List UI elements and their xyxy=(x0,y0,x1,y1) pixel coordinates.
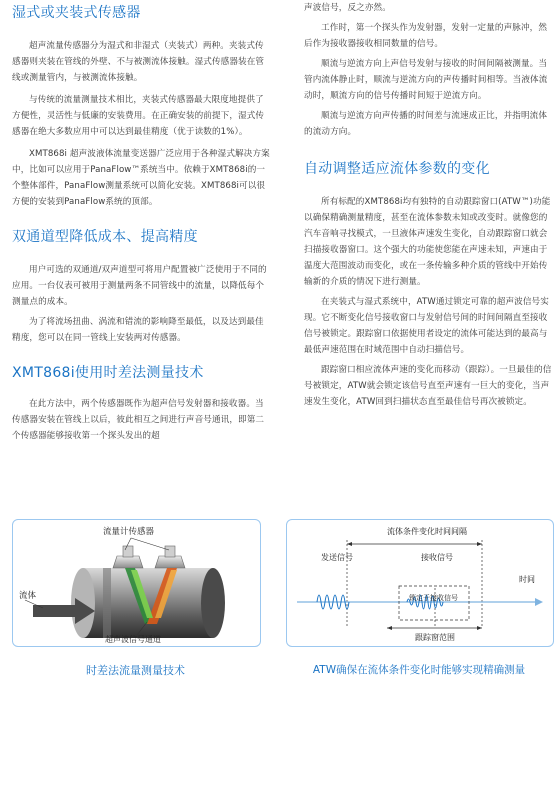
section-title-transit-time: XMT868i使用时差法测量技术 xyxy=(12,365,204,381)
time-label: 时间 xyxy=(519,575,535,584)
section-title-transducers: 湿式或夹装式传感器 xyxy=(12,5,141,21)
section-title-auto-adjust: 自动调整适应流体参数的变化 xyxy=(304,161,490,177)
receive-label: 接收信号 xyxy=(421,553,453,562)
paragraph: XMT868i 超声波液体流量变送器广泛应用于各种湿式解决方案中，比如可以应用于PanaFlow™系统当中。依赖于XMT868i的一个整体部件，PanaFlow测量系统可以简化安装。XMT868i可以很方便的安装到PanaFlow系统的顶部。 xyxy=(12,149,270,207)
paragraph: 声波信号，反之亦然。 xyxy=(304,3,391,13)
locked-label: 锁定于接收信号 xyxy=(409,594,458,602)
left-column xyxy=(12,0,270,444)
figure-caption-atw: ATW确保在流体条件变化时能够实现精确测量 xyxy=(312,664,526,676)
paragraph: 与传统的流量测量技术相比，夹装式传感器最大限度地提供了方便性，灵活性与低廉的安装费用。在正确安装的前提下，湿式传感器在绝大多数应用中可以达到最佳精度（优于读数的1%）。 xyxy=(12,95,265,137)
figure-transit-time xyxy=(12,519,261,647)
transmit-label: 发送信号 xyxy=(321,553,353,562)
paragraph: 顺流与逆流方向上声信号发射与接收的时间间隔被测量。当管内流体静止时，顺流与逆流方向的声传播时间相等。当液体流动时，顺流方向的信号传播时间短于逆流方向。 xyxy=(304,59,548,101)
window-label: 流体条件变化时间间隔 xyxy=(387,527,467,536)
pipe-left-end xyxy=(71,568,95,638)
atw-diagram xyxy=(287,520,553,646)
section-title-dual-channel: 双通道型降低成本、提高精度 xyxy=(12,229,198,245)
signal-path-label: 超声波信号通道 xyxy=(105,635,161,644)
right-column xyxy=(304,0,552,410)
figure-caption-transit-time: 时差法流量测量技术 xyxy=(86,664,185,677)
paragraph: 顺流与逆流方向声传播的时间差与流速成正比，并指明流体的流动方向。 xyxy=(304,111,548,137)
paragraph: 跟踪窗口相应流体声速的变化而移动（跟踪）。一旦最佳的信号被锁定，ATW就会锁定该信号直至声速有一巨大的变化，当声速发生变化，ATW回到扫描状态直至最佳信号再次被锁定。 xyxy=(304,365,552,407)
transducer-label: 流量计传感器 xyxy=(103,527,155,537)
window-range-label: 跟踪窗范围 xyxy=(415,633,455,642)
fluid-label: 流体 xyxy=(19,591,37,601)
paragraph: 用户可选的双通道/双声道型可将用户配置被广泛使用于不同的应用。一台仪表可被用于测量两条不同管线中的流量，以降低每个测量点的成本。 xyxy=(12,265,267,307)
pipe-right-end xyxy=(201,568,225,638)
figure-atw xyxy=(286,519,554,647)
paragraph: 所有标配的XMT868i均有独特的自动跟踪窗口(ATW™)功能以确保精确测量精度，甚至在流体参数未知或改变时。就像您的汽车音响寻找模式，一旦液体声速发生变化，自动跟踪窗口就会扫描接收器窗口。这个强大的功能使您能在声速未知，声速由于温度大范围波动而变化，或在一条传输多种介质的管线中开始传输新的介质的情况下进行测量。 xyxy=(304,197,551,287)
transducer-right-icon xyxy=(155,546,185,568)
paragraph: 超声流量传感器分为湿式和非湿式（夹装式）两种。夹装式传感器则夹装在管线的外壁、不与被测流体接触。湿式传感器装在管线或测量管内，与被测流体接触。 xyxy=(12,41,265,83)
paragraph: 工作时，第一个探头作为发射器，发射一定量的声脉冲，然后作为接收器接收相同数量的信号。 xyxy=(304,23,548,49)
time-arrow-icon xyxy=(535,598,543,606)
paragraph: 在夹装式与湿式系统中，ATW通过锁定可靠的超声波信号实现。它不断变化信号接收窗口与发射信号间的时间间隔直至接收信号被锁定。跟踪窗口依据使用者设定的流体可能达到的最高与最低声速范围在时域范围中自动扫描信号。 xyxy=(304,297,549,355)
paragraph: 在此方法中，两个传感器既作为超声信号发射器和接收器。当传感器安装在管线上以后，彼此相互之间进行声音号通讯，即第二个传感器能够接收第一个探头发出的超 xyxy=(12,399,265,441)
transit-time-diagram xyxy=(13,520,260,646)
paragraph: 为了将流场扭曲、涡流和错流的影响降至最低，以及达到最佳精度，您可以在同一管线上安装两对传感器。 xyxy=(12,317,264,343)
transducer-left-icon xyxy=(113,546,143,568)
